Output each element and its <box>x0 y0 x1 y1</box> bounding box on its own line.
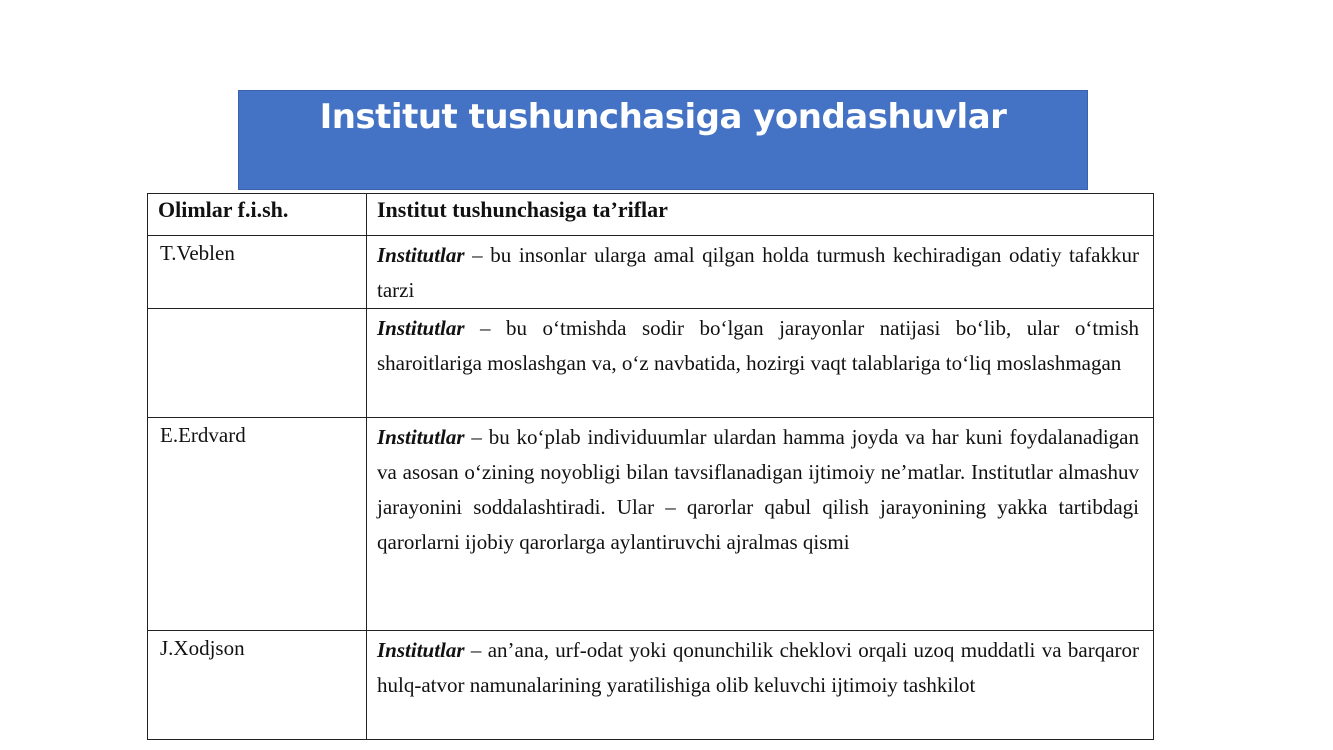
scholar-name: J.Xodjson <box>148 631 367 740</box>
definition-cell <box>367 309 1154 418</box>
definition-text: – bu o‘tmishda sodir bo‘lgan jarayonlar natijasi bo‘lib, ular o‘tmish sharoitlariga moslashgan va, o‘z navbatida, hozirgi vaqt talablariga to‘liq moslashmagan <box>377 316 1139 375</box>
table-row <box>148 631 1154 740</box>
definition-text: – an’ana, urf-odat yoki qonunchilik cheklovi orqali uzoq muddatli va barqaror hulq-atvor namunalarining yaratilishiga olib keluvchi ijtimoiy tashkilot <box>377 638 1139 697</box>
definition-term: Institutlar <box>377 425 465 449</box>
definition-cell <box>367 418 1154 631</box>
table-row <box>148 418 1154 631</box>
definition-term: Institutlar <box>377 316 465 340</box>
scholar-name <box>148 309 367 418</box>
header-scholar-name: Olimlar f.i.sh. <box>148 194 367 236</box>
header-definitions: Institut tushunchasiga ta’riflar <box>367 194 1154 236</box>
definition-cell <box>367 631 1154 740</box>
definition-text: – bu insonlar ularga amal qilgan holda turmush kechiradigan odatiy tafakkur tarzi <box>377 243 1139 302</box>
definition-text: – bu ko‘plab individuumlar ulardan hamma joyda va har kuni foydalanadigan va asosan o‘zining noyobligi bilan tavsiflanadigan ijtimoiy ne’matlar. Institutlar almashuv jarayonini soddalashtiradi. Ular – qarorlar qabul qilish jarayonining yakka tartibdagi qarorlarni ijobiy qarorlarga aylantiruvchi ajralmas qismi <box>377 425 1139 554</box>
definitions-table <box>147 193 1154 740</box>
definition-cell <box>367 236 1154 309</box>
scholar-name: T.Veblen <box>148 236 367 309</box>
table-row <box>148 236 1154 309</box>
slide-title-banner <box>238 90 1088 190</box>
table-header-row <box>148 194 1154 236</box>
slide-title: Institut tushunchasiga yondashuvlar <box>319 97 1007 137</box>
table-row <box>148 309 1154 418</box>
definition-term: Institutlar <box>377 243 465 267</box>
definition-term: Institutlar <box>377 638 465 662</box>
scholar-name: E.Erdvard <box>148 418 367 631</box>
